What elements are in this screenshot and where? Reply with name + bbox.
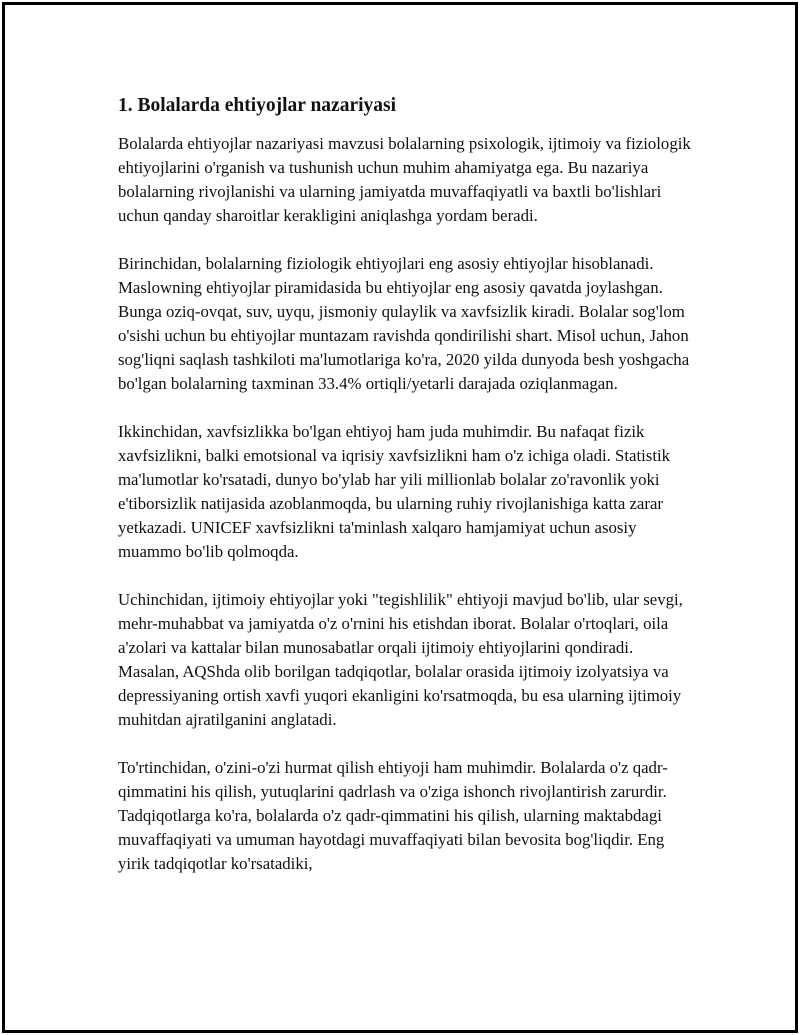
- paragraph-social-needs: Uchinchidan, ijtimoiy ehtiyojlar yoki "tegishlilik" ehtiyoji mavjud bo'lib, ular sevgi, mehr-muhabbat va jamiyatda o'z o'rnini his etishdan iborat. Bolalar o'rtoqlari, oila a'zolari va kattalar bilan munosabatlar orqali ijtimoiy ehtiyojlarini qondiradi. Masalan, AQShda olib borilgan tadqiqotlar, bolalar orasida ijtimoiy izolyatsiya va depressiyaning ortish xavfi yuqori ekanligini ko'rsatmoqda, bu esa ularning ijtimoiy muhitdan ajratilganini anglatadi.: [118, 590, 683, 729]
- section-heading: 1. Bolalarda ehtiyojlar nazariyasi: [118, 95, 397, 116]
- paragraph-physiological-needs: Birinchidan, bolalarning fiziologik ehtiyojlari eng asosiy ehtiyojlar hisoblanadi. Maslowning ehtiyojlar piramidasida bu ehtiyojlar eng asosiy qavatda joylashgan. Bunga oziq-ovqat, suv, uyqu, jismoniy qulaylik va xavfsizlik kiradi. Bolalar sog'lom o'sishi uchun bu ehtiyojlar muntazam ravishda qondirilishi shart. Misol uchun, Jahon sog'liqni saqlash tashkiloti ma'lumotlariga ko'ra, 2020 yilda dunyoda besh yoshgacha bo'lgan bolalarning taxminan 33.4% ortiqli/yetarli darajada oziqlanmagan.: [118, 254, 690, 393]
- paragraph-safety-needs: Ikkinchidan, xavfsizlikka bo'lgan ehtiyoj ham juda muhimdir. Bu nafaqat fizik xavfsizlikni, balki emotsional va iqrisiy xavfsizlikni ham o'z ichiga oladi. Statistik ma'lumotlar ko'rsatadi, dunyo bo'ylab har yili millionlab bolalar zo'ravonlik yoki e'tiborsizlik natijasida azoblanmoqda, bu ularning ruhiy rivojlanishiga katta zarar yetkazadi. UNICEF xavfsizlikni ta'minlash xalqaro hamjamiyat uchun asosiy muammo bo'lib qolmoqda.: [118, 422, 671, 561]
- document-body: [118, 93, 698, 876]
- paragraph-self-esteem-needs: To'rtinchidan, o'zini-o'zi hurmat qilish ehtiyoji ham muhimdir. Bolalarda o'z qadr-qimmatini his qilish, yutuqlarini qadrlash va o'ziga ishonch rivojlantirish zarurdir. Tadqiqotlarga ko'ra, bolalarda o'z qadr-qimmatini his qilish, ularning maktabdagi muvaffaqiyati va umuman hayotdagi muvaffaqiyati bilan bevosita bog'liqdir. Eng yirik tadqiqotlar ko'rsatadiki,: [118, 758, 668, 873]
- paragraph-intro: Bolalarda ehtiyojlar nazariyasi mavzusi bolalarning psixologik, ijtimoiy va fiziologik ehtiyojlarini o'rganish va tushunish uchun muhim ahamiyatga ega. Bu nazariya bolalarning rivojlanishi va ularning jamiyatda muvaffaqiyatli va baxtli bo'lishlari uchun qanday sharoitlar kerakligini aniqlashga yordam beradi.: [118, 134, 691, 225]
